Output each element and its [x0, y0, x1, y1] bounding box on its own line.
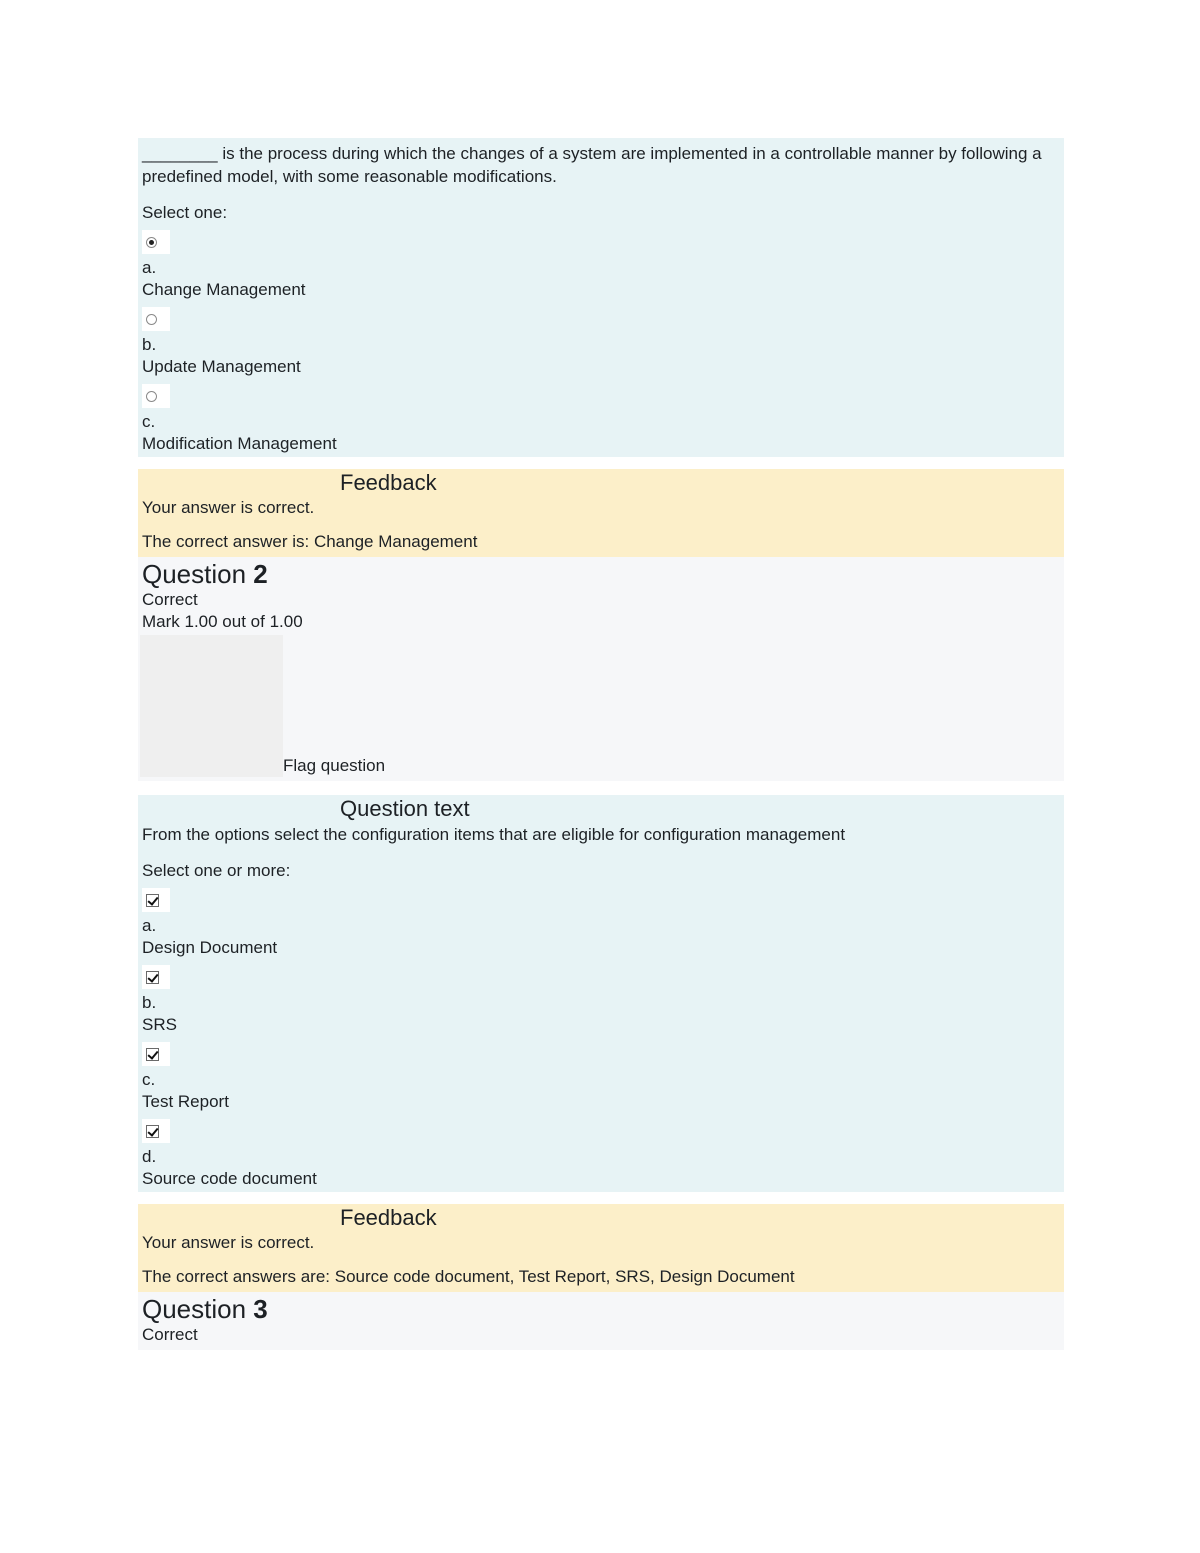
option-letter: d. [142, 1147, 157, 1166]
question-1-feedback [138, 469, 1064, 557]
option-label: Update Management [142, 357, 301, 376]
option-label: Design Document [142, 938, 278, 957]
option-letter: b. [142, 993, 157, 1012]
checkbox-container[interactable] [142, 1042, 170, 1066]
option-letter: c. [142, 1070, 156, 1089]
question-text-heading: Question text [340, 796, 470, 821]
quiz-review-page [138, 138, 1064, 1350]
question-3-info [138, 1292, 1064, 1350]
checkbox-container[interactable] [142, 965, 170, 989]
radio-button-c[interactable] [146, 391, 157, 402]
option-letter: a. [142, 916, 157, 935]
radio-button-b[interactable] [146, 314, 157, 325]
feedback-status: Your answer is correct. [142, 1233, 315, 1252]
flag-question-toggle[interactable] [142, 635, 1060, 777]
feedback-correct-answer: The correct answers are: Source code document, Test Report, SRS, Design Document [142, 1267, 795, 1286]
feedback-status: Your answer is correct. [142, 498, 315, 517]
answer-option-a[interactable] [142, 230, 1060, 301]
option-label: Test Report [142, 1092, 229, 1111]
checkbox-container[interactable] [142, 888, 170, 912]
question-number-heading: Question 2 [142, 559, 268, 589]
answer-option-c[interactable] [142, 1042, 1060, 1113]
question-2-text-header [138, 795, 1064, 823]
answer-option-b[interactable] [142, 965, 1060, 1036]
feedback-heading: Feedback [340, 1205, 437, 1230]
option-letter: b. [142, 335, 157, 354]
checkbox-c[interactable] [146, 1048, 159, 1061]
feedback-heading: Feedback [340, 470, 437, 495]
question-number: 2 [253, 559, 268, 589]
question-number-heading: Question 3 [142, 1294, 268, 1324]
question-2-text: From the options select the configuration items that are eligible for configuration management [142, 825, 846, 844]
question-2-info [138, 557, 1064, 781]
question-state: Correct [142, 590, 198, 609]
option-label: Change Management [142, 280, 306, 299]
answer-option-d[interactable] [142, 1119, 1060, 1190]
option-letter: a. [142, 258, 157, 277]
question-grade: Mark 1.00 out of 1.00 [142, 612, 303, 631]
answer-option-b[interactable] [142, 307, 1060, 378]
question-2-feedback [138, 1204, 1064, 1292]
question-number: 3 [253, 1294, 268, 1324]
option-label: Source code document [142, 1169, 317, 1188]
flag-icon[interactable] [140, 635, 283, 777]
question-1-prompt: Select one: [142, 203, 228, 222]
question-2-prompt: Select one or more: [142, 861, 291, 880]
question-state: Correct [142, 1325, 198, 1344]
feedback-correct-answer: The correct answer is: Change Management [142, 532, 478, 551]
question-2-content [138, 823, 1064, 1192]
flag-question-label[interactable]: Flag question [283, 756, 386, 775]
answer-option-a[interactable] [142, 888, 1060, 959]
radio-button-a[interactable] [146, 237, 157, 248]
radio-container[interactable] [142, 384, 170, 408]
checkbox-container[interactable] [142, 1119, 170, 1143]
radio-container[interactable] [142, 307, 170, 331]
option-letter: c. [142, 412, 156, 431]
checkbox-a[interactable] [146, 894, 159, 907]
radio-container[interactable] [142, 230, 170, 254]
checkbox-d[interactable] [146, 1125, 159, 1138]
option-label: SRS [142, 1015, 177, 1034]
answer-option-c[interactable] [142, 384, 1060, 455]
option-label: Modification Management [142, 434, 337, 453]
question-1-text: ________ is the process during which the changes of a system are implemented in a controllable manner by following a predefined model, with some reasonable modifications. [142, 144, 1042, 186]
question-1-content [138, 138, 1064, 457]
checkbox-b[interactable] [146, 971, 159, 984]
